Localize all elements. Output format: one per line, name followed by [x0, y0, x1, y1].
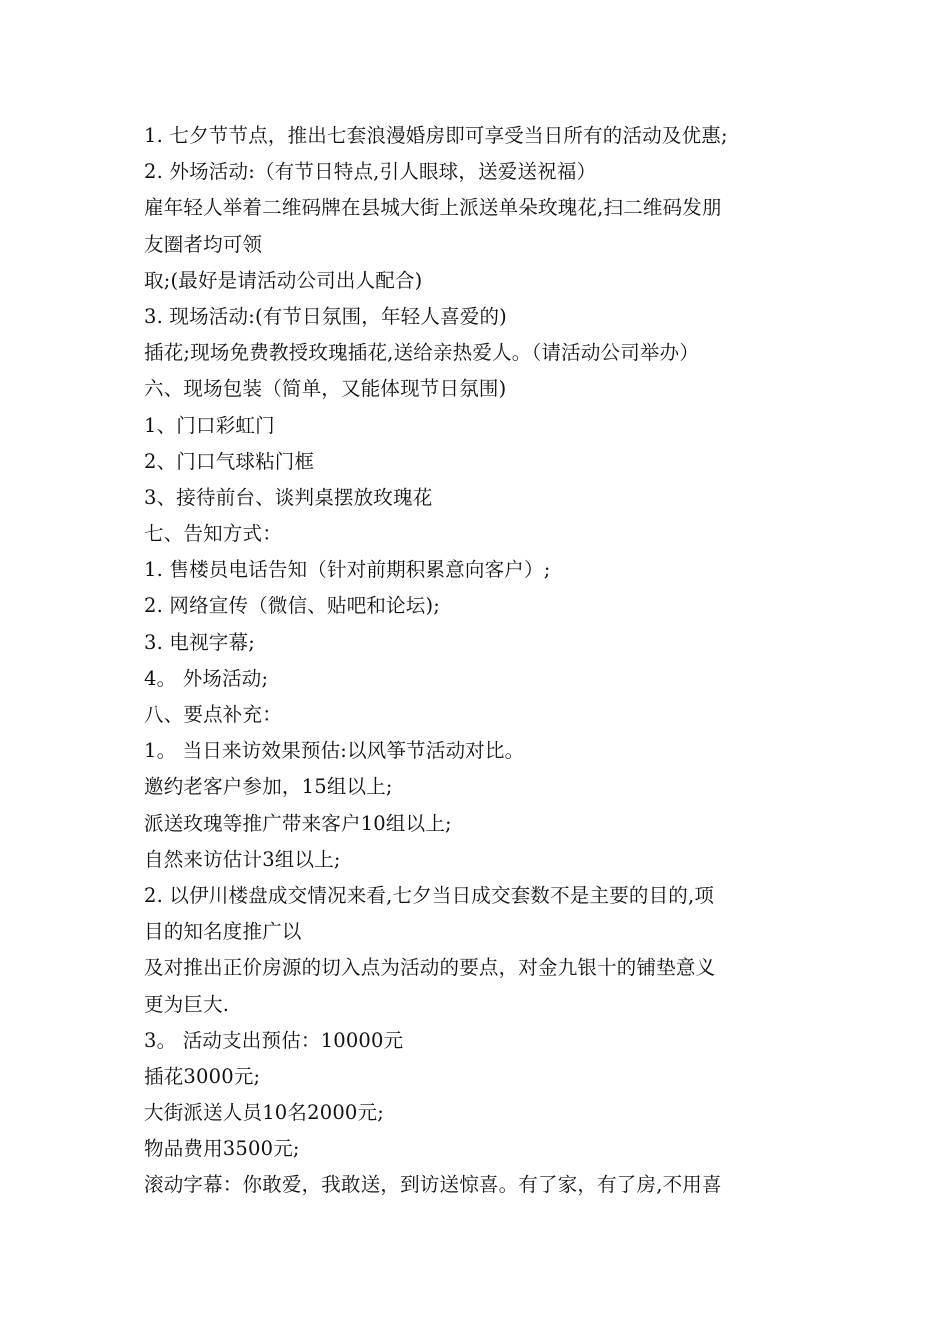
text-line: 雇年轻人举着二维码牌在县城大街上派送单朵玫瑰花,扫二维码发朋 [144, 196, 722, 220]
section-heading: 八、要点补充： [144, 703, 282, 726]
text-line: 1. 七夕节节点，推出七套浪漫婚房即可享受当日所有的活动及优惠; [144, 124, 728, 147]
text-line: 目的知名度推广以 [144, 920, 302, 944]
text-line: 物品费用3500元; [144, 1137, 300, 1161]
text-line: 2. 网络宣传（微信、贴吧和论坛); [144, 594, 441, 618]
text-line: 插花;现场免费教授玫瑰插花,送给亲热爱人。（请活动公司举办） [144, 341, 700, 365]
section-heading: 七、告知方式： [144, 522, 282, 546]
text-line: 2. 外场活动:（有节日特点,引人眼球，送爱送祝福） [144, 160, 597, 184]
text-line: 派送玫瑰等推广带来客户10组以上; [144, 811, 452, 835]
text-line: 3、接待前台、谈判桌摆放玫瑰花 [144, 485, 433, 509]
text-line: 友圈者均可领 [144, 232, 263, 256]
text-line: 自然来访估计3组以上; [144, 847, 341, 871]
document-body [144, 118, 814, 1204]
text-line: 大街派送人员10名2000元; [144, 1101, 385, 1125]
text-line: 滚动字幕：你敢爱，我敢送，到访送惊喜。有了家，有了房,不用喜 [144, 1173, 722, 1197]
text-line: 1。 当日来访效果预估:以风筝节活动对比。 [144, 739, 525, 763]
text-line: 4。 外场活动; [144, 666, 269, 690]
text-line: 取;(最好是请活动公司出人配合) [144, 268, 423, 292]
section-heading: 六、现场包装（简单，又能体现节日氛围) [144, 377, 507, 401]
text-line: 邀约老客户参加，15组以上; [144, 775, 393, 799]
text-line: 3。 活动支出预估：10000元 [144, 1028, 404, 1052]
text-line: 1. 售楼员电话告知（针对前期积累意向客户）; [144, 558, 551, 582]
text-line: 插花3000元; [144, 1064, 261, 1088]
text-line: 3. 电视字幕; [144, 630, 255, 654]
text-line: 1、门口彩虹门 [144, 413, 275, 437]
text-line: 3. 现场活动:(有节日氛围，年轻人喜爱的) [144, 304, 507, 328]
text-line: 2. 以伊川楼盘成交情况来看,七夕当日成交套数不是主要的目的,项 [144, 883, 715, 907]
text-line: 2、门口气球粘门框 [144, 449, 315, 473]
text-line: 及对推出正价房源的切入点为活动的要点，对金九银十的铺垫意义 [144, 956, 716, 980]
text-line: 更为巨大. [144, 992, 230, 1016]
